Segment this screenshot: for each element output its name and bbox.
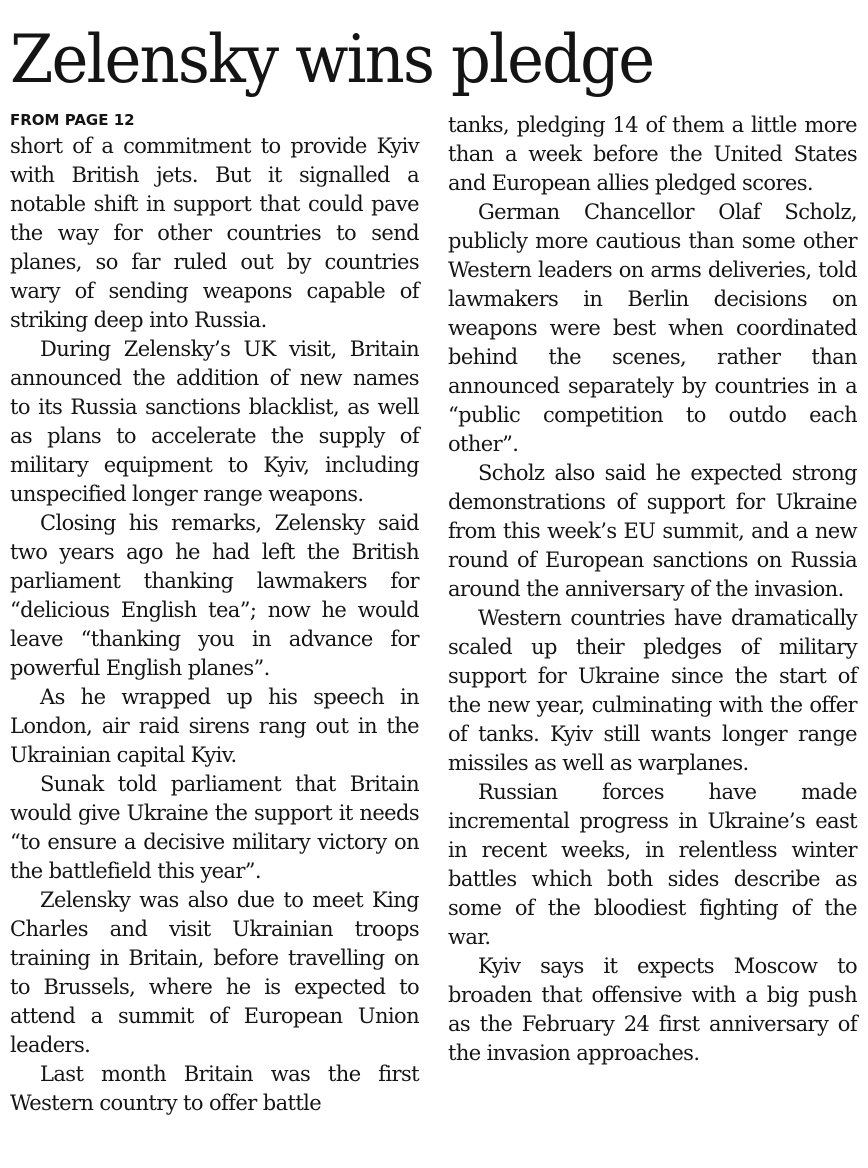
paragraph: Russian forces have made incremental progress in Ukraine’s east in recent weeks, in relentless winter battles which both sides describe as some of the bloodiest fighting of the war.: [448, 780, 857, 949]
paragraph: Scholz also said he expected strong demonstrations of support for Ukraine from this week’s EU summit, and a new round of European sanctions on Russia around the anniversary of the invasion.: [448, 461, 857, 601]
continued-from-label: FROM PAGE 12: [10, 111, 135, 129]
paragraph: tanks, pledging 14 of them a little more than a week before the United States and European allies pledged scores.: [448, 113, 857, 195]
article-column-right: [448, 111, 857, 1068]
paragraph: Closing his remarks, Zelensky said two years ago he had left the British parliament thanking lawmakers for “delicious English tea”; now he would leave “thanking you in advance for powerful English planes”.: [10, 511, 419, 680]
paragraph: short of a commitment to provide Kyiv with British jets. But it signalled a notable shift in support that could pave the way for other countries to send planes, so far ruled out by countries wary of sending weapons capable of striking deep into Russia.: [10, 134, 419, 332]
paragraph: As he wrapped up his speech in London, air raid sirens rang out in the Ukrainian capital Kyiv.: [10, 685, 419, 767]
paragraph: Sunak told parliament that Britain would give Ukraine the support it needs “to ensure a decisive military victory on the battlefield this year”.: [10, 772, 419, 883]
article-column-left: [10, 108, 419, 1118]
paragraph: Western countries have dramatically scaled up their pledges of military support for Ukraine since the start of the new year, culminating with the offer of tanks. Kyiv still wants longer range missiles as well as warplanes.: [448, 606, 857, 775]
paragraph: Zelensky was also due to meet King Charles and visit Ukrainian troops training in Britain, before travelling on to Brussels, where he is expected to attend a summit of European Union leaders.: [10, 888, 419, 1057]
headline: Zelensky wins pledge: [10, 21, 654, 98]
paragraph: During Zelensky’s UK visit, Britain announced the addition of new names to its Russia sanctions blacklist, as well as plans to accelerate the supply of military equipment to Kyiv, including unspecified longer range weapons.: [10, 337, 419, 506]
paragraph: Last month Britain was the first Western country to offer battle: [10, 1062, 419, 1115]
paragraph: Kyiv says it expects Moscow to broaden that offensive with a big push as the February 24 first anniversary of the invasion approaches.: [448, 954, 857, 1065]
paragraph: German Chancellor Olaf Scholz, publicly more cautious than some other Western leaders on arms deliveries, told lawmakers in Berlin decisions on weapons were best when coordinated behind the scenes, rather than announced separately by countries in a “public competition to outdo each other”.: [448, 200, 857, 456]
